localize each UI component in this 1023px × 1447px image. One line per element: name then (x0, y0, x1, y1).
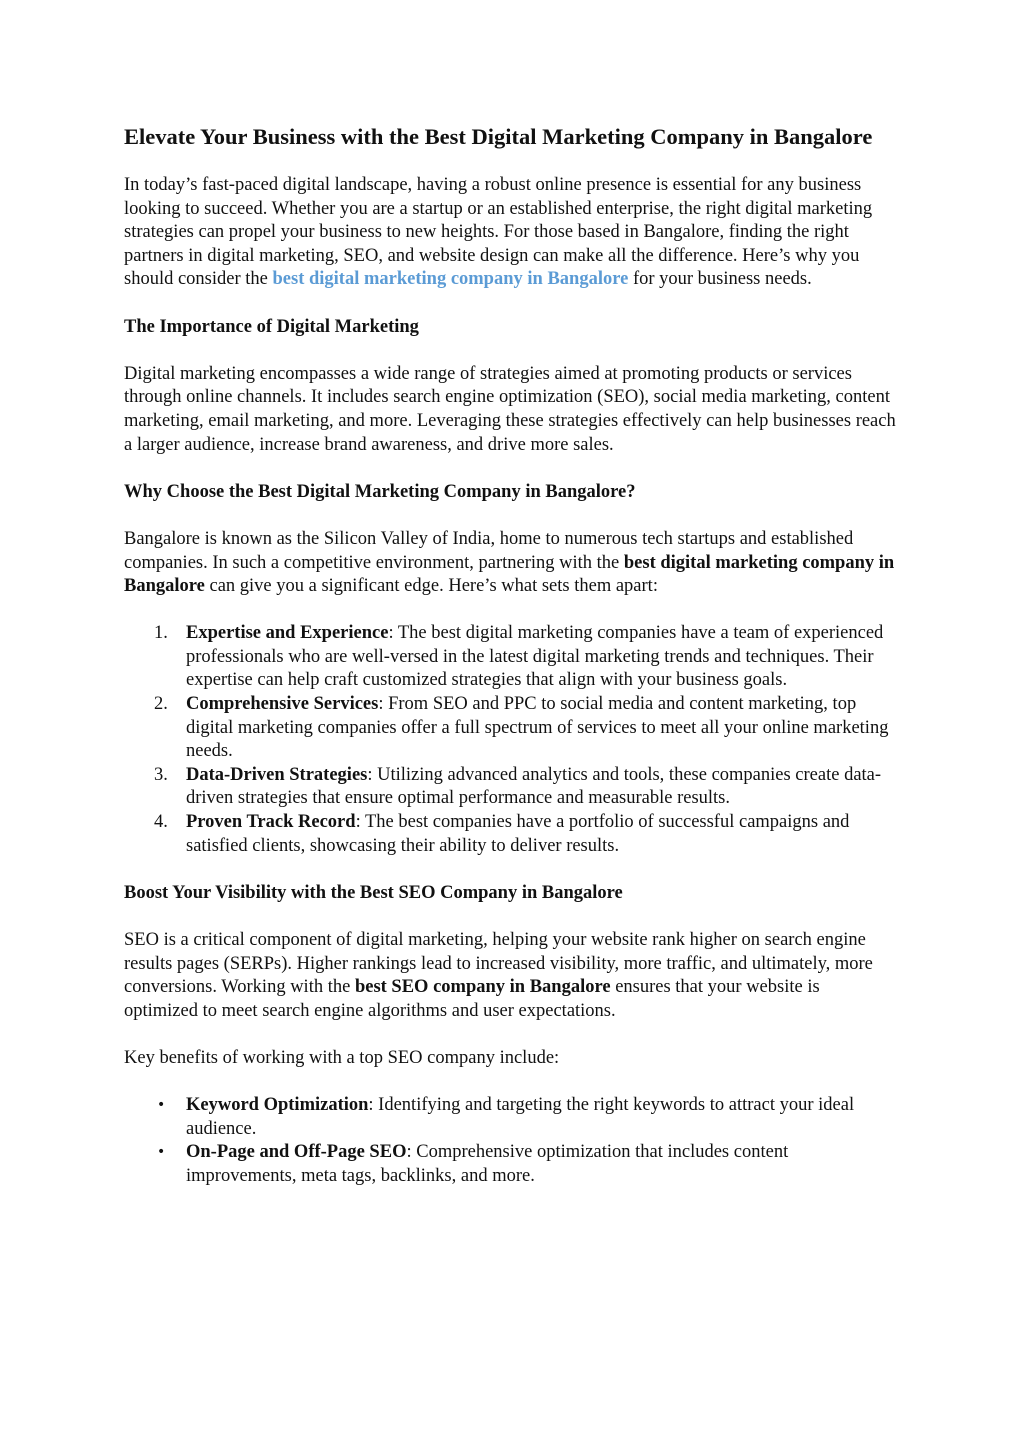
why-choose-paragraph (124, 528, 896, 599)
why-choose-bold: best digital marketing company in Bangalore (124, 552, 895, 597)
benefits-intro: Key benefits of working with a top SEO company include: (124, 1047, 560, 1068)
section-heading-importance: The Importance of Digital Marketing (124, 316, 419, 337)
bullet-icon: • (157, 1144, 166, 1161)
list-item (124, 693, 896, 764)
benefits-list (124, 1094, 896, 1188)
best-digital-marketing-link[interactable]: best digital marketing company in Bangalore (272, 269, 629, 290)
list-marker: 2. (154, 694, 168, 715)
list-item-desc: : The best digital marketing companies have a team of experienced professionals who are well-versed in the latest digital marketing trends and techniques. Their expertise can help craft customized strategies that align with your business goals. (186, 623, 884, 691)
list-item-desc: : Utilizing advanced analytics and tools, these companies create data-driven strategies that ensure optimal performance and measurable results. (186, 764, 882, 809)
list-item-term: Comprehensive Services (186, 694, 379, 715)
reasons-list (124, 622, 896, 858)
list-item-desc: : Identifying and targeting the right keywords to attract your ideal audience. (186, 1095, 855, 1139)
intro-text-end: for your business needs. (628, 269, 812, 290)
page-title: Elevate Your Business with the Best Digital Marketing Company in Bangalore (124, 124, 873, 149)
list-marker: 3. (154, 764, 168, 785)
why-choose-text: Bangalore is known as the Silicon Valley of India, home to numerous tech startups and established companies. In such a competitive environment, partnering with the (124, 528, 854, 573)
list-item (124, 764, 896, 811)
seo-bold: best SEO company in Bangalore (354, 977, 611, 998)
list-item-term: Expertise and Experience (186, 623, 389, 644)
list-item-term: Proven Track Record (186, 812, 356, 833)
section-heading-seo: Boost Your Visibility with the Best SEO Company in Bangalore (124, 882, 623, 903)
list-item (124, 622, 896, 693)
intro-text: In today’s fast-paced digital landscape, having a robust online presence is essential for any business looking to succeed. Whether you are a startup or an established enterprise, the right digital marketing strategies can propel your business to new heights. For those based in Bangalore, finding the right partners in digital marketing, SEO, and website design can make all the difference. Here’s why you should consider the (124, 175, 873, 290)
bullet-icon: • (157, 1097, 166, 1114)
list-item (124, 811, 896, 858)
document-page (124, 123, 896, 1189)
list-marker: 4. (154, 812, 168, 833)
list-marker: 1. (154, 623, 168, 644)
list-item-term: On-Page and Off-Page SEO (186, 1142, 407, 1163)
list-item (124, 1094, 896, 1141)
list-item-desc: : The best companies have a portfolio of successful campaigns and satisfied clients, showcasing their ability to deliver results. (186, 812, 850, 856)
list-item-desc: : From SEO and PPC to social media and content marketing, top digital marketing companies offer a full spectrum of services to meet all your online marketing needs. (186, 694, 889, 762)
seo-text: SEO is a critical component of digital marketing, helping your website rank higher on search engine results pages (SERPs). Higher rankings lead to increased visibility, more traffic, and ultimately, more conversions. Working with the (124, 930, 873, 998)
seo-text-end: ensures that your website is optimized to meet search engine algorithms and user expectations. (124, 977, 820, 1021)
seo-paragraph (124, 929, 896, 1023)
intro-paragraph (124, 174, 896, 292)
importance-paragraph: Digital marketing encompasses a wide range of strategies aimed at promoting products or services through online channels. It includes search engine optimization (SEO), social media marketing, content marketing, email marketing, and more. Leveraging these strategies effectively can help businesses reach a larger audience, increase brand awareness, and drive more sales. (124, 363, 896, 455)
list-item-desc: : Comprehensive optimization that includes content improvements, meta tags, backlinks, and more. (186, 1142, 789, 1186)
list-item (124, 1141, 896, 1188)
why-choose-text-end: can give you a significant edge. Here’s what sets them apart: (204, 576, 658, 597)
section-heading-why-choose: Why Choose the Best Digital Marketing Company in Bangalore? (124, 481, 636, 502)
list-item-term: Keyword Optimization (186, 1095, 369, 1116)
list-item-term: Data-Driven Strategies (186, 764, 368, 785)
